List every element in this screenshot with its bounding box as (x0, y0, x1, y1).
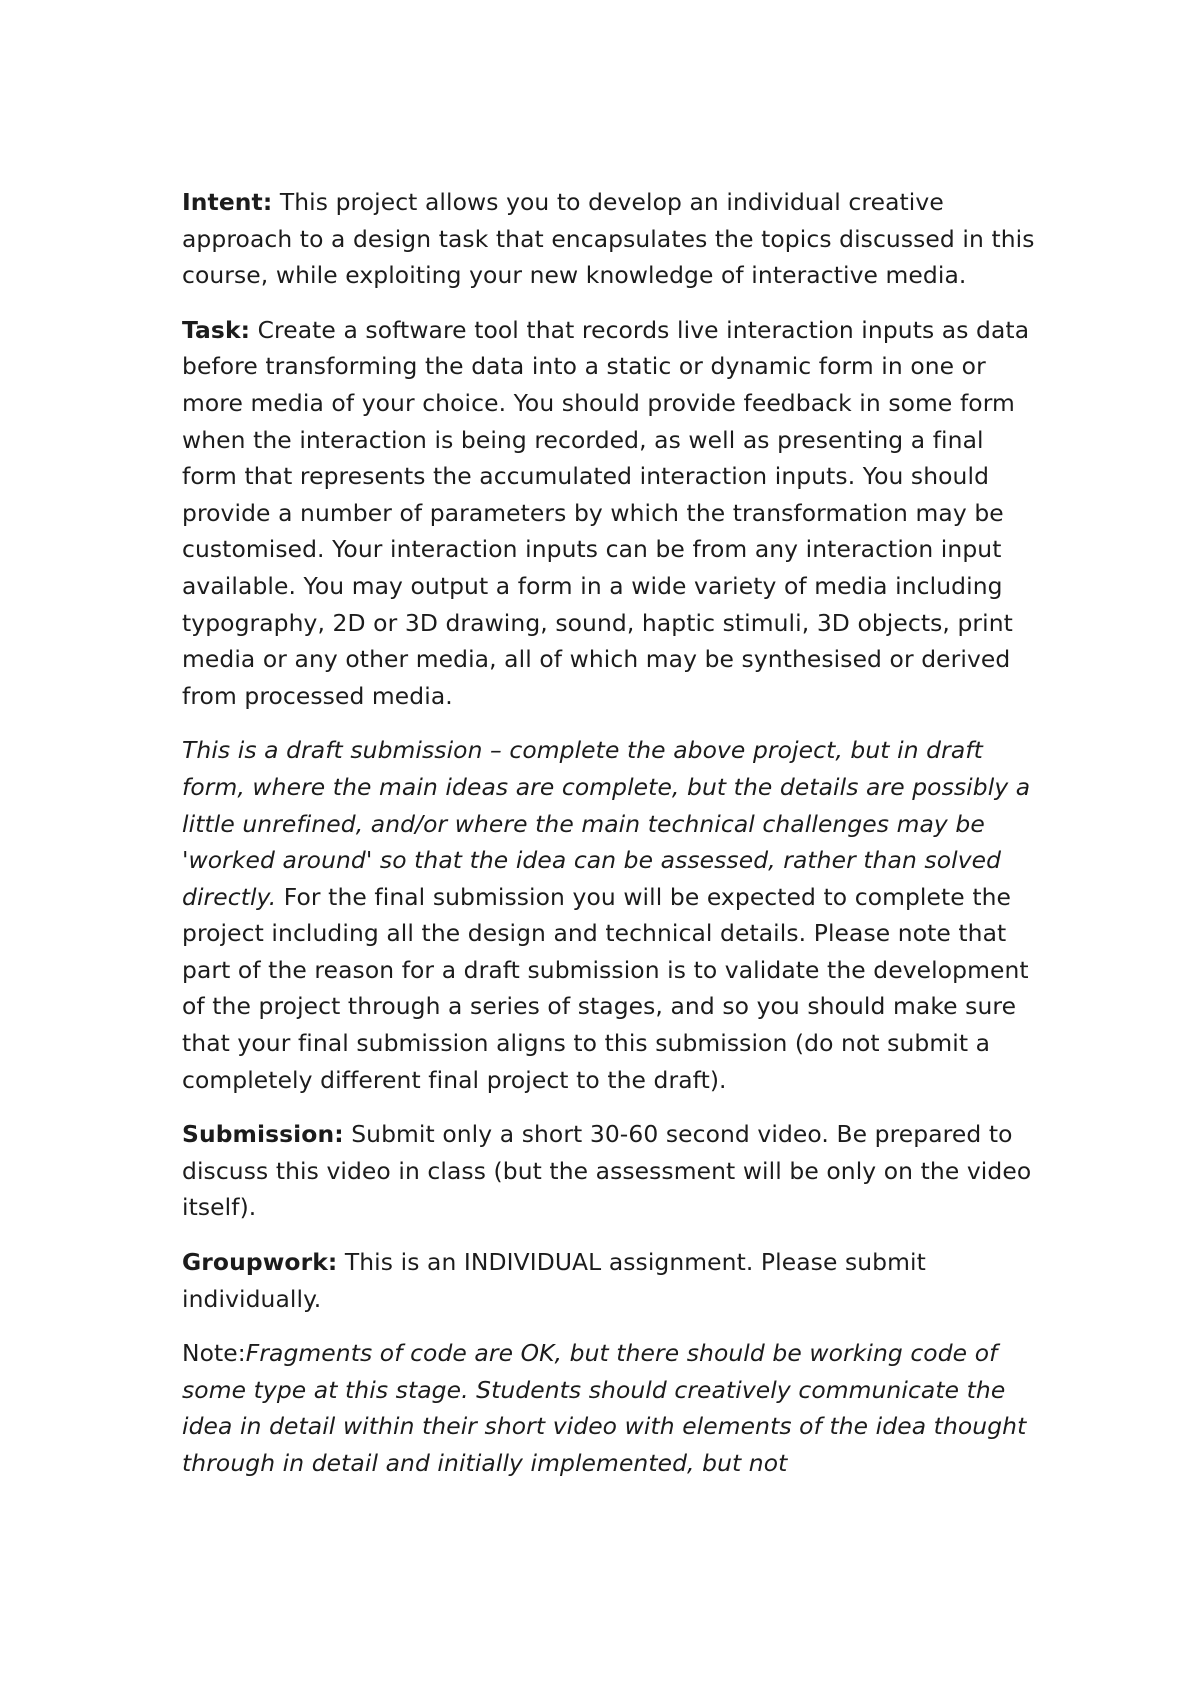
document-body (182, 184, 1042, 1500)
task-paragraph (182, 312, 1042, 715)
intent-label: Intent: (182, 188, 273, 216)
submission-label: Submission: (182, 1120, 344, 1149)
groupwork-text: This is an INDIVIDUAL assignment. Please submit individually. (182, 1248, 926, 1313)
intent-paragraph (182, 184, 1042, 294)
groupwork-label: Groupwork: (182, 1248, 338, 1277)
draft-italic-text: This is a draft submission – complete the above project, but in draft form, where the main ideas are complete, but the details are possibly a little unrefined, and/or where the main technical challenges may be 'worked around' so that the idea can be assessed, rather than solved directly. (182, 736, 1031, 911)
note-paragraph (182, 1335, 1042, 1481)
note-label: Note: (182, 1339, 246, 1368)
task-text: Create a software tool that records live interaction inputs as data before transforming the data into a static or dynamic form in one or more media of your choice. You should provide feedback in some form when the interaction is being recorded, as well as presenting a final form that represents the accumulated interaction inputs. You should provide a number of parameters by which the transformation may be customised. Your interaction inputs can be from any interaction input available. You may output a form in a wide variety of media including typography, 2D or 3D drawing, sound, haptic stimuli, 3D objects, print media or any other media, all of which may be synthesised or derived from processed media. (182, 315, 1030, 710)
task-label: Task: (182, 315, 251, 344)
submission-paragraph (182, 1116, 1042, 1226)
intent-text: This project allows you to develop an individual creative approach to a design task that encapsulates the topics discussed in this course, while exploiting your new knowledge of interactive media. (182, 188, 1035, 290)
note-italic-text: Fragments of code are OK, but there should be working code of some type at this stage. Students should creatively communicate the idea in detail within their short video with elements of the idea thought through in detail and initially implemented, but not (182, 1339, 1027, 1477)
submission-text: Submit only a short 30-60 second video. Be prepared to discuss this video in class (but the assessment will be only on the video itself). (182, 1120, 1032, 1222)
draft-paragraph (182, 732, 1042, 1098)
groupwork-paragraph (182, 1244, 1042, 1317)
draft-text: For the final submission you will be expected to complete the project including all the design and technical details. Please note that part of the reason for a draft submission is to validate the development of the project through a series of stages, and so you should make sure that your final submission aligns to this submission (do not submit a completely different final project to the draft). (182, 882, 1029, 1094)
